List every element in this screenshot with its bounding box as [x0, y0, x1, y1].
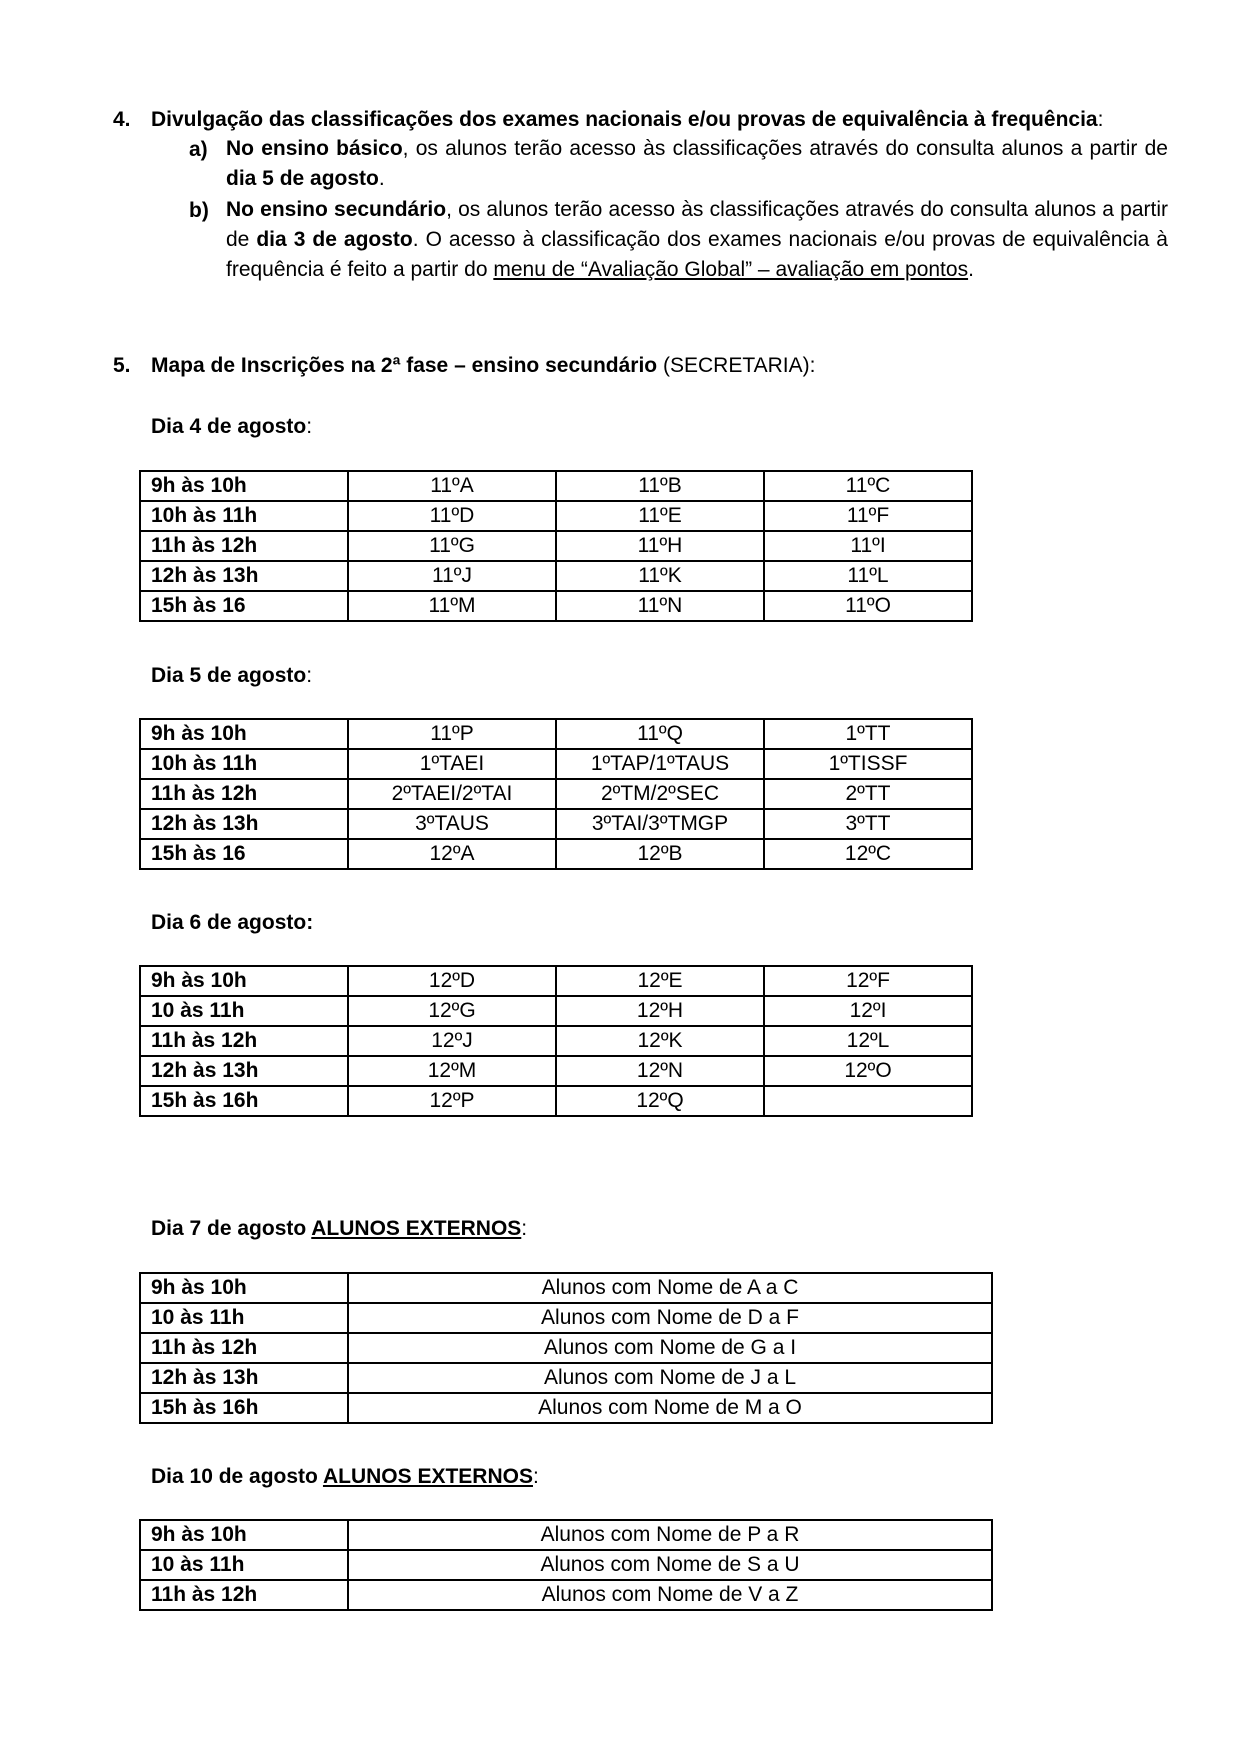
names-cell: Alunos com Nome de V a Z: [348, 1580, 992, 1610]
class-cell: 11ºJ: [348, 561, 556, 591]
class-cell: 12ºH: [556, 996, 764, 1026]
class-cell: 1ºTT: [764, 719, 972, 749]
item-a-text: No ensino básico, os alunos terão acesso às classificações através do consulta alunos a partir de dia 5 de agosto.: [226, 137, 1168, 190]
table-row: [140, 471, 972, 501]
names-cell: Alunos com Nome de M a O: [348, 1393, 992, 1423]
class-cell: 1ºTAP/1ºTAUS: [556, 749, 764, 779]
table-row: [140, 1303, 992, 1333]
table-row: [140, 1393, 992, 1423]
time-cell: 11h às 12h: [140, 1333, 348, 1363]
class-cell: 11ºN: [556, 591, 764, 621]
class-cell: 11ºF: [764, 501, 972, 531]
class-cell: 12ºK: [556, 1026, 764, 1056]
table-row: [140, 1273, 992, 1303]
section-5-number: 5.: [113, 354, 131, 377]
time-cell: 10h às 11h: [140, 749, 348, 779]
class-cell: 11ºI: [764, 531, 972, 561]
names-cell: Alunos com Nome de S a U: [348, 1550, 992, 1580]
class-cell: 1ºTAEI: [348, 749, 556, 779]
time-cell: 10h às 11h: [140, 501, 348, 531]
class-cell: 12ºP: [348, 1086, 556, 1116]
item-label: a): [189, 138, 208, 161]
class-cell: 11ºO: [764, 591, 972, 621]
class-cell: 12ºN: [556, 1056, 764, 1086]
class-cell: 11ºL: [764, 561, 972, 591]
names-cell: Alunos com Nome de P a R: [348, 1520, 992, 1550]
class-cell: 12ºF: [764, 966, 972, 996]
time-cell: 12h às 13h: [140, 809, 348, 839]
class-cell: 3ºTAI/3ºTMGP: [556, 809, 764, 839]
item-label: b): [189, 199, 209, 222]
class-cell: 12ºQ: [556, 1086, 764, 1116]
names-cell: Alunos com Nome de A a C: [348, 1273, 992, 1303]
day-heading: Dia 5 de agosto:: [151, 664, 313, 687]
names-cell: Alunos com Nome de G a I: [348, 1333, 992, 1363]
time-cell: 10 às 11h: [140, 996, 348, 1026]
class-cell: 12ºD: [348, 966, 556, 996]
class-cell: 3ºTT: [764, 809, 972, 839]
table-row: [140, 839, 972, 869]
time-cell: 10 às 11h: [140, 1303, 348, 1333]
day-heading: Dia 7 de agosto ALUNOS EXTERNOS:: [151, 1217, 528, 1240]
item-b-text: No ensino secundário, os alunos terão acesso às classificações através do consulta alunos a partir de dia 3 de agosto. O acesso à classificação dos exames nacionais e/ou provas de equivalência à frequência é feito a partir do menu de “Avaliação Global” – avaliação em pontos.: [226, 198, 1169, 281]
table-row: [140, 591, 972, 621]
table-row: [140, 1363, 992, 1393]
class-cell: 11ºB: [556, 471, 764, 501]
schedule-table: [139, 1519, 993, 1611]
schedule-table: [139, 965, 973, 1117]
class-cell: 12ºG: [348, 996, 556, 1026]
schedule-table: [139, 1272, 993, 1424]
class-cell: 11ºM: [348, 591, 556, 621]
schedule-table: [139, 718, 973, 870]
table-row: [140, 1580, 992, 1610]
class-cell: 11ºC: [764, 471, 972, 501]
table-row: [140, 779, 972, 809]
time-cell: 12h às 13h: [140, 1056, 348, 1086]
class-cell: 11ºA: [348, 471, 556, 501]
class-cell: 11ºK: [556, 561, 764, 591]
table-row: [140, 1333, 992, 1363]
table-row: [140, 749, 972, 779]
table-row: [140, 561, 972, 591]
externos-tag: ALUNOS EXTERNOS: [322, 1465, 533, 1488]
class-cell: 12ºO: [764, 1056, 972, 1086]
class-cell: 12ºC: [764, 839, 972, 869]
class-cell: 12ºB: [556, 839, 764, 869]
time-cell: 9h às 10h: [140, 1273, 348, 1303]
time-cell: 12h às 13h: [140, 561, 348, 591]
class-cell: 1ºTISSF: [764, 749, 972, 779]
time-cell: 12h às 13h: [140, 1363, 348, 1393]
time-cell: 11h às 12h: [140, 1580, 348, 1610]
day-heading: Dia 4 de agosto:: [151, 415, 313, 438]
externos-tag: ALUNOS EXTERNOS: [311, 1217, 522, 1240]
time-cell: 9h às 10h: [140, 966, 348, 996]
class-cell: 12ºA: [348, 839, 556, 869]
time-cell: 15h às 16h: [140, 1393, 348, 1423]
class-cell: 11ºP: [348, 719, 556, 749]
class-cell: 12ºL: [764, 1026, 972, 1056]
time-cell: 11h às 12h: [140, 1026, 348, 1056]
table-row: [140, 1550, 992, 1580]
class-cell: 2ºTAEI/2ºTAI: [348, 779, 556, 809]
class-cell: 12ºJ: [348, 1026, 556, 1056]
table-row: [140, 1086, 972, 1116]
class-cell: 11ºH: [556, 531, 764, 561]
class-cell: [764, 1086, 972, 1116]
time-cell: 9h às 10h: [140, 1520, 348, 1550]
table-row: [140, 501, 972, 531]
section-4-number: 4.: [113, 108, 131, 131]
time-cell: 15h às 16: [140, 839, 348, 869]
class-cell: 2ºTT: [764, 779, 972, 809]
table-row: [140, 1520, 992, 1550]
class-cell: 11ºE: [556, 501, 764, 531]
schedule-table: [139, 470, 973, 622]
class-cell: 11ºG: [348, 531, 556, 561]
names-cell: Alunos com Nome de D a F: [348, 1303, 992, 1333]
time-cell: 9h às 10h: [140, 719, 348, 749]
table-row: [140, 809, 972, 839]
table-row: [140, 996, 972, 1026]
table-row: [140, 966, 972, 996]
table-row: [140, 1026, 972, 1056]
class-cell: 2ºTM/2ºSEC: [556, 779, 764, 809]
section-5-title: Mapa de Inscrições na 2ª fase – ensino secundário (SECRETARIA):: [151, 354, 816, 377]
class-cell: 11ºD: [348, 501, 556, 531]
table-row: [140, 531, 972, 561]
day-heading: Dia 10 de agosto ALUNOS EXTERNOS:: [151, 1465, 539, 1488]
section-4-title: Divulgação das classificações dos exames nacionais e/ou provas de equivalência à frequência:: [151, 108, 1104, 131]
names-cell: Alunos com Nome de J a L: [348, 1363, 992, 1393]
time-cell: 10 às 11h: [140, 1550, 348, 1580]
table-row: [140, 719, 972, 749]
class-cell: 12ºE: [556, 966, 764, 996]
time-cell: 15h às 16h: [140, 1086, 348, 1116]
class-cell: 3ºTAUS: [348, 809, 556, 839]
table-row: [140, 1056, 972, 1086]
time-cell: 15h às 16: [140, 591, 348, 621]
time-cell: 11h às 12h: [140, 779, 348, 809]
time-cell: 9h às 10h: [140, 471, 348, 501]
class-cell: 11ºQ: [556, 719, 764, 749]
class-cell: 12ºI: [764, 996, 972, 1026]
class-cell: 12ºM: [348, 1056, 556, 1086]
time-cell: 11h às 12h: [140, 531, 348, 561]
day-heading: Dia 6 de agosto:: [151, 911, 314, 934]
